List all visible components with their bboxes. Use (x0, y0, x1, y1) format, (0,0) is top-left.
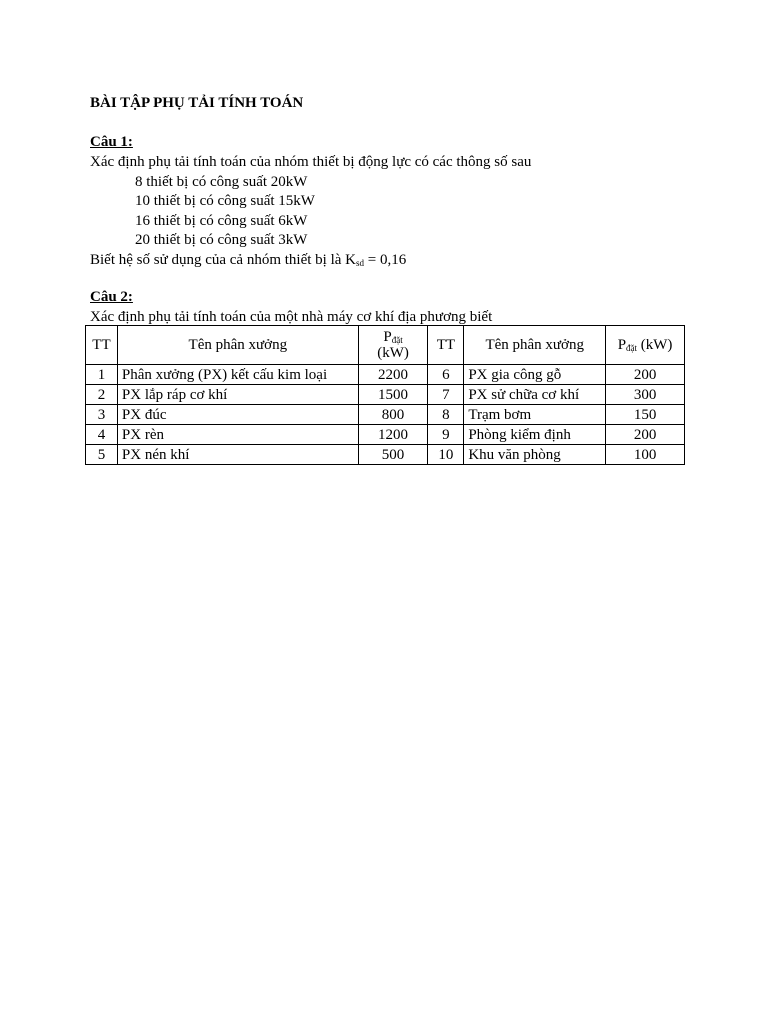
cell-name: PX gia công gỗ (464, 365, 606, 385)
cell-tt: 9 (428, 425, 464, 445)
cell-power: 1500 (358, 385, 428, 405)
cell-power: 150 (606, 405, 685, 425)
cell-tt: 7 (428, 385, 464, 405)
header-tt: TT (428, 326, 464, 365)
cell-name: Trạm bơm (464, 405, 606, 425)
header-power: $P_{đặt}$ (kW) (358, 326, 428, 365)
question-1-note (90, 251, 690, 271)
note-prefix: Biết hệ số sử dụng của cả nhóm thiết bị là K (90, 251, 356, 268)
question-1-item: 8 thiết bị có công suất 20kW (135, 173, 308, 190)
cell-tt: 5 (86, 445, 118, 465)
workshop-table (85, 325, 685, 465)
note-suffix: = 0,16 (364, 251, 407, 268)
cell-name: PX đúc (117, 405, 358, 425)
question-1-heading: Câu 1: (90, 134, 133, 150)
cell-power: 200 (606, 425, 685, 445)
cell-tt: 8 (428, 405, 464, 425)
question-2-heading: Câu 2: (90, 289, 133, 305)
cell-tt: 1 (86, 365, 118, 385)
cell-power: 1200 (358, 425, 428, 445)
cell-power: 300 (606, 385, 685, 405)
cell-tt: 2 (86, 385, 118, 405)
cell-name: PX sử chữa cơ khí (464, 385, 606, 405)
cell-tt: 3 (86, 405, 118, 425)
cell-power: 800 (358, 405, 428, 425)
cell-power: 2200 (358, 365, 428, 385)
question-2-intro: Xác định phụ tải tính toán của một nhà máy cơ khí địa phương biết (90, 309, 493, 325)
table-header-row (86, 326, 685, 365)
table-row (86, 405, 685, 425)
table-row (86, 445, 685, 465)
cell-name: PX nén khí (117, 445, 358, 465)
document-page (90, 94, 690, 328)
cell-tt: 6 (428, 365, 464, 385)
table-row (86, 365, 685, 385)
cell-tt: 10 (428, 445, 464, 465)
cell-name: Phân xưởng (PX) kết cấu kim loại (117, 365, 358, 385)
cell-power: 500 (358, 445, 428, 465)
header-workshop-name: Tên phân xưởng (464, 326, 606, 365)
header-power: $P_{đặt}$ (kW) (606, 326, 685, 365)
cell-name: Phòng kiểm định (464, 425, 606, 445)
table-row (86, 425, 685, 445)
cell-name: Khu văn phòng (464, 445, 606, 465)
cell-name: PX rèn (117, 425, 358, 445)
header-tt: TT (86, 326, 118, 365)
cell-power: 200 (606, 365, 685, 385)
question-1-item: 20 thiết bị có công suất 3kW (135, 232, 308, 248)
cell-tt: 4 (86, 425, 118, 445)
question-1-intro: Xác định phụ tải tính toán của nhóm thiết bị động lực có các thông số sau (90, 154, 532, 170)
table-row (86, 385, 685, 405)
cell-name: PX lắp ráp cơ khí (117, 385, 358, 405)
document-title: BÀI TẬP PHỤ TẢI TÍNH TOÁN (90, 95, 304, 111)
header-workshop-name: Tên phân xưởng (117, 326, 358, 365)
question-1-item: 16 thiết bị có công suất 6kW (135, 212, 308, 229)
note-subscript: sd (356, 257, 365, 268)
cell-power: 100 (606, 445, 685, 465)
question-1-item: 10 thiết bị có công suất 15kW (135, 193, 315, 209)
